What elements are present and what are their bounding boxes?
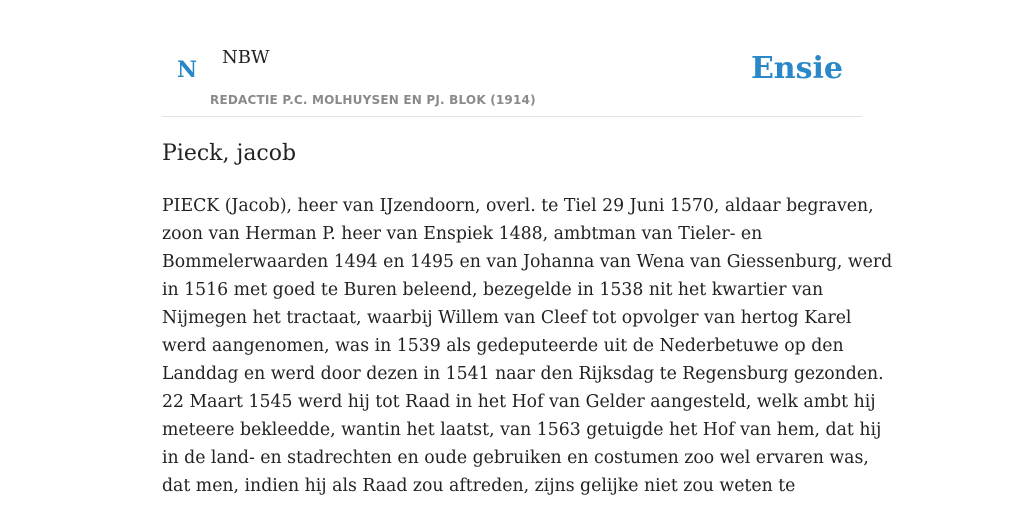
article-line: werd aangenomen, was in 1539 als gedeputeerde uit de Nederbetuwe op den	[162, 336, 844, 356]
article-line: 22 Maart 1545 werd hij tot Raad in het Hof van Gelder aangesteld, welk ambt hij	[162, 392, 876, 412]
article-body	[162, 192, 893, 500]
article-line: in de land- en stadrechten en oude gebruiken en costumen zoo wel ervaren was,	[162, 448, 869, 468]
article-line: Bommelerwaarden 1494 en 1495 en van Johanna van Wena van Giessenburg, werd	[162, 252, 893, 272]
article-line: PIECK (Jacob), heer van IJzendoorn, overl. te Tiel 29 Juni 1570, aldaar begraven,	[162, 196, 874, 216]
source-name[interactable]: NBW	[222, 47, 270, 68]
article-line: meteere bekleedde, wantin het laatst, van 1563 getuigde het Hof van hem, dat hij	[162, 420, 882, 440]
article-line: zoon van Herman P. heer van Enspiek 1488, ambtman van Tieler- en	[162, 224, 763, 244]
source-editor: REDACTIE P.C. MOLHUYSEN EN PJ. BLOK (1914)	[210, 93, 536, 107]
source-header	[162, 0, 862, 117]
article-line: Nijmegen het tractaat, waarbij Willem van Cleef tot opvolger van hertog Karel	[162, 308, 852, 328]
brand-logo[interactable]: Ensie	[750, 51, 843, 86]
article-line: in 1516 met goed te Buren beleend, bezegelde in 1538 nit het kwartier van	[162, 280, 824, 300]
article-line: Landdag en werd door dezen in 1541 naar den Rijksdag te Regensburg gezonden.	[162, 364, 884, 384]
source-logo[interactable]: N	[177, 57, 198, 83]
article-title: Pieck, jacob	[162, 141, 297, 166]
article-line: dat men, indien hij als Raad zou aftreden, zijns gelijke niet zou weten te	[162, 476, 796, 496]
